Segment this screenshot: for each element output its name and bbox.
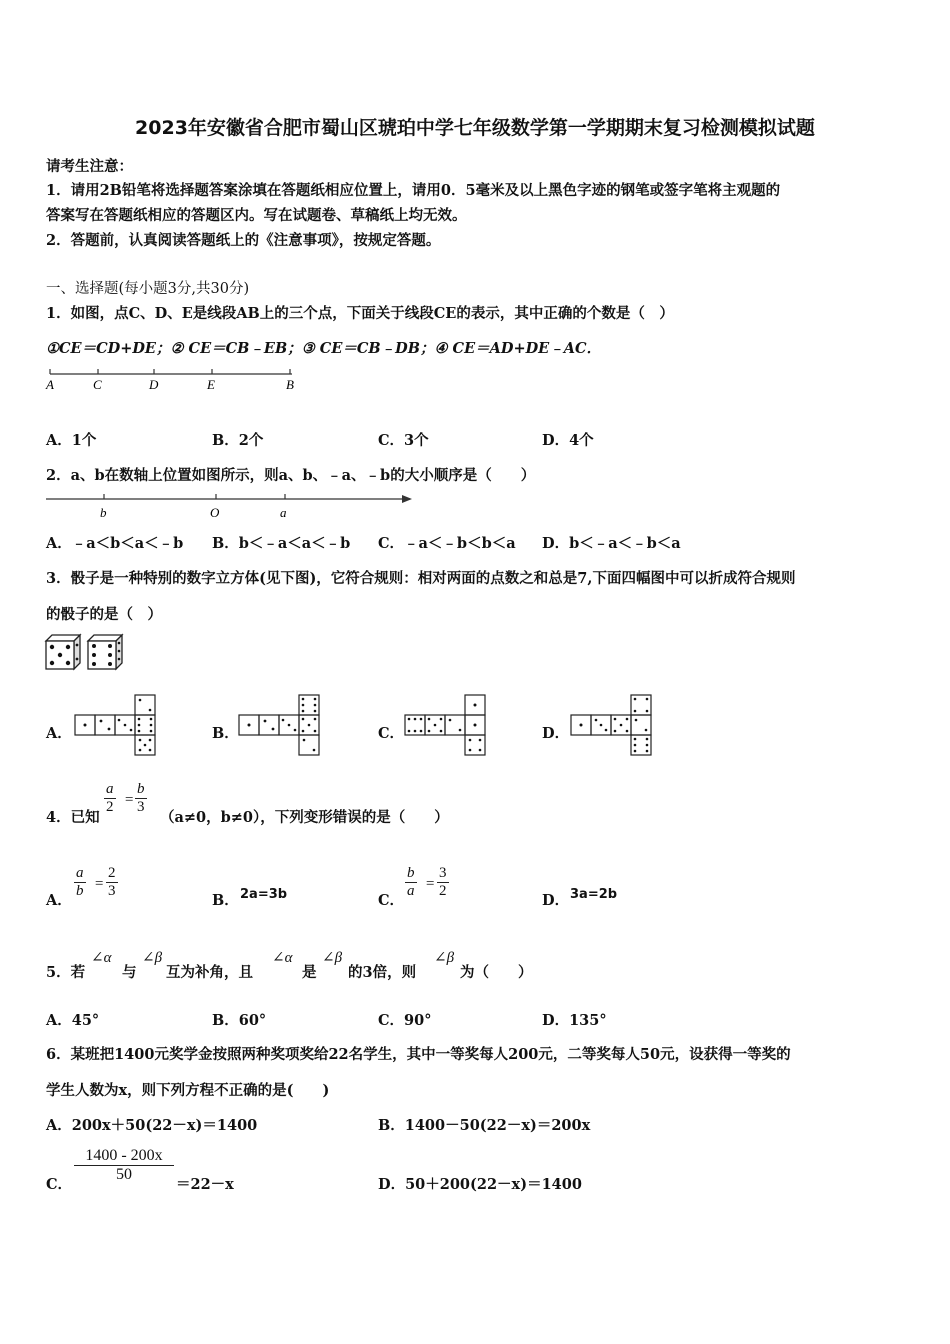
q6-option-c-fraction — [74, 1147, 174, 1184]
q6-c-denominator: 50 — [116, 1166, 132, 1183]
q2-option-c[interactable]: C．﹣a＜﹣b＜b＜a — [378, 535, 516, 552]
q5-part1: 5．若 — [46, 964, 86, 981]
q4-option-b-label[interactable]: B． — [212, 892, 239, 909]
q4-a-num2: 2 — [108, 865, 116, 881]
q4-c-den2: 2 — [439, 883, 447, 899]
q4-given-num-a: a — [106, 781, 114, 797]
q3-net-a — [74, 693, 158, 759]
q5-option-b[interactable]: B．60° — [212, 1012, 267, 1029]
q4-option-d-text: 3a=2b — [570, 887, 618, 902]
q4-a-num1: a — [76, 865, 84, 881]
q4-c-equals: = — [425, 876, 436, 892]
q1-option-b[interactable]: B．2个 — [212, 432, 264, 449]
q4-c-num1: b — [407, 865, 415, 881]
q6-option-c-rest: ＝22－x — [176, 1176, 234, 1193]
notice-line1a: 1．请用2B铅笔将选择题答案涂填在答题纸相应位置上，请用0．5毫米及以上黑色字迹的钢笔或签字笔将主观题的 — [46, 182, 781, 199]
q3-option-a[interactable]: A． — [46, 725, 72, 742]
q4-given-equals: = — [124, 792, 135, 808]
q3-stem-a: 3．骰子是一种特别的数字立方体(见下图)，它符合规则：相对两面的点数之和总是7,下面四幅图中可以折成符合规则 — [46, 570, 796, 587]
notice-heading: 请考生注意： — [46, 158, 133, 175]
label-b: b — [100, 505, 107, 520]
q5-part2: 与 — [122, 964, 137, 981]
q1-formulas: ①CE＝CD+DE；② CE＝CB﹣EB；③ CE＝CB﹣DB；④ CE＝AD+DE﹣AC． — [46, 340, 602, 357]
q6-option-d[interactable]: D．50＋200(22－x)＝1400 — [378, 1176, 582, 1193]
q1-option-c[interactable]: C．3个 — [378, 432, 429, 449]
q6-c-numerator: 1400 - 200x — [74, 1147, 174, 1166]
label-a: A — [46, 377, 54, 392]
q1-option-d[interactable]: D．4个 — [542, 432, 594, 449]
q2-stem: 2．a、b在数轴上位置如图所示，则a、b、﹣a、﹣b的大小顺序是（ ） — [46, 467, 536, 484]
q4-given-left-fraction — [104, 781, 116, 816]
q4-option-c-label[interactable]: C． — [378, 892, 405, 909]
die-one — [46, 635, 80, 669]
label-e: E — [207, 377, 215, 392]
q3-net-c — [404, 693, 494, 759]
q5-alpha-1: ∠α — [91, 950, 112, 966]
q4-option-c-right-fraction — [437, 865, 449, 900]
label-a: a — [280, 505, 287, 520]
q5-alpha-2: ∠α — [272, 950, 293, 966]
label-c: C — [93, 377, 102, 392]
q3-option-b[interactable]: B． — [212, 725, 239, 742]
q5-part6: 为（ ） — [460, 964, 533, 981]
q4-given-den-2: 2 — [106, 799, 114, 815]
q4-option-a-right-fraction — [106, 865, 118, 900]
q4-a-equals: = — [94, 876, 105, 892]
q4-c-den1: a — [407, 883, 415, 899]
q5-option-a[interactable]: A．45° — [46, 1012, 100, 1029]
q4-c-num2: 3 — [439, 865, 447, 881]
q2-option-d[interactable]: D．b＜﹣a＜﹣b＜a — [542, 535, 681, 552]
q5-beta-2: ∠β — [322, 950, 343, 966]
q6-stem-a: 6．某班把1400元奖学金按照两种奖项奖给22名学生，其中一等奖每人200元，二等奖每人50元，设获得一等奖的 — [46, 1046, 791, 1063]
q1-option-a[interactable]: A．1个 — [46, 432, 97, 449]
q4-option-a-label[interactable]: A． — [46, 892, 72, 909]
q4-option-d-label[interactable]: D． — [542, 892, 570, 909]
q4-prefix: 4．已知 — [46, 809, 100, 826]
q2-number-line — [40, 490, 420, 522]
label-o: O — [210, 505, 220, 520]
axis-arrow — [402, 495, 412, 503]
dice-icon — [44, 633, 126, 673]
section-heading: 一、选择题(每小题3分,共30分) — [46, 281, 250, 297]
q5-beta-1: ∠β — [142, 950, 163, 966]
q3-net-b — [238, 693, 322, 759]
q5-option-d[interactable]: D．135° — [542, 1012, 607, 1029]
q4-given-den-3: 3 — [137, 799, 145, 815]
q3-net-d — [570, 693, 660, 759]
q6-stem-b: 学生人数为x，则下列方程不正确的是( ) — [46, 1082, 330, 1099]
label-b: B — [286, 377, 294, 392]
q4-a-den1: b — [76, 883, 84, 899]
label-d: D — [149, 377, 159, 392]
q6-option-c-label[interactable]: C． — [46, 1176, 73, 1193]
q5-part3: 互为补角，且 — [166, 964, 253, 981]
notice-line2: 2．答题前，认真阅读答题纸上的《注意事项》，按规定答题。 — [46, 232, 441, 249]
q2-option-a[interactable]: A．﹣a＜b＜a＜﹣b — [46, 535, 184, 552]
q4-given-num-b: b — [137, 781, 145, 797]
q1-stem: 1．如图，点C、D、E是线段AB上的三个点，下面关于线段CE的表示，其中正确的个数是（ ） — [46, 305, 674, 322]
q4-option-b-text: 2a=3b — [240, 887, 288, 902]
q5-beta-3: ∠β — [434, 950, 455, 966]
q4-option-c-left-fraction — [405, 865, 417, 900]
die-two — [88, 635, 122, 669]
page-title: 2023年安徽省合肥市蜀山区琥珀中学七年级数学第一学期期末复习检测模拟试题 — [135, 117, 815, 139]
q5-part5: 的3倍，则 — [348, 964, 417, 981]
q4-condition: （a≠0，b≠0），下列变形错误的是（ ） — [160, 809, 449, 826]
q3-stem-b: 的骰子的是（ ） — [46, 606, 162, 623]
notice-line1b: 答案写在答题纸相应的答题区内。写在试题卷、草稿纸上均无效。 — [46, 207, 467, 224]
q5-option-c[interactable]: C．90° — [378, 1012, 432, 1029]
q5-part4: 是 — [302, 964, 317, 981]
q6-option-b[interactable]: B．1400－50(22－x)＝200x — [378, 1117, 591, 1134]
q4-a-den2: 3 — [108, 883, 116, 899]
q2-option-b[interactable]: B．b＜﹣a＜a＜﹣b — [212, 535, 351, 552]
q4-option-a-left-fraction — [74, 865, 86, 900]
q1-segment-figure — [40, 362, 310, 397]
q3-option-c[interactable]: C． — [378, 725, 405, 742]
q4-given-right-fraction — [135, 781, 147, 816]
q3-option-d[interactable]: D． — [542, 725, 570, 742]
q6-option-a[interactable]: A．200x＋50(22－x)＝1400 — [46, 1117, 258, 1134]
